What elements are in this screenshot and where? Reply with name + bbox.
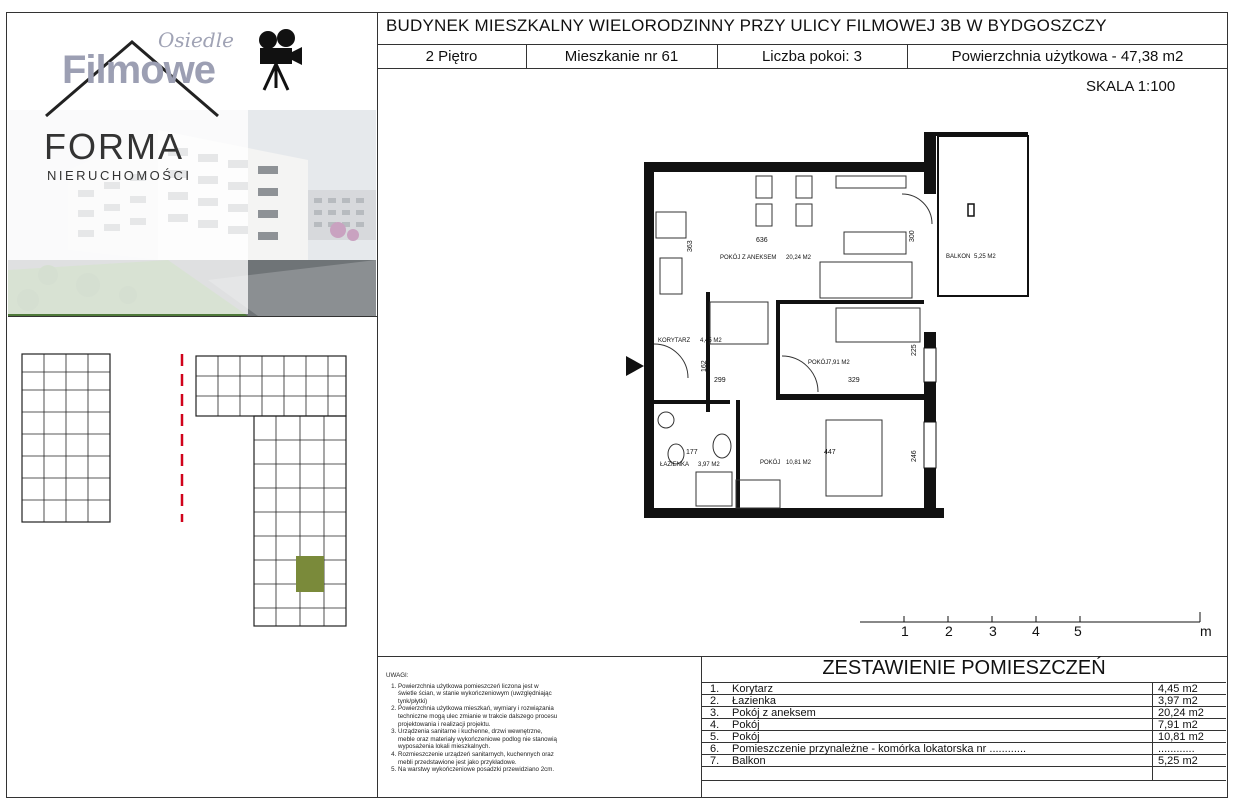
dim-225: 225: [911, 344, 918, 356]
row-name: Korytarz: [732, 683, 773, 695]
note-item: 3. Urządzenia sanitarne i kuchenne, drzwi wewnętrzne, meble oraz materiały wykończeniowe podlog nie stanowią wyposażenia lokali mieszkalnych.: [398, 728, 558, 751]
note-item: 5. Na warstwy wykończeniowe posadzki przewidziano 2cm.: [398, 766, 558, 774]
row-number: 7.: [710, 755, 720, 767]
row-number: 2.: [710, 695, 720, 707]
scale-tick-3: 3: [989, 623, 997, 639]
company-name: FORMA: [44, 126, 184, 167]
label-corridor: KORYTARZ: [658, 338, 691, 344]
apartment-highlight: [296, 556, 324, 592]
row-name: Pokój: [732, 731, 760, 743]
estate-name: Filmowe: [62, 48, 216, 92]
label-corridor-area: 4,45 M2: [700, 338, 722, 344]
note-item: 2. Powierzchnia użytkowa mieszkań, wymiary i rozwiązania techniczne mogą ulec zmianie w trakcie dalszego procesu projektowania i realizacji projektu.: [398, 705, 558, 728]
divider-left: [377, 12, 378, 798]
row-area: ............: [1158, 743, 1195, 755]
company-subtitle: NIERUCHOMOŚCI: [47, 168, 192, 183]
notes-heading: UWAGI:: [386, 672, 409, 679]
table-row: [702, 683, 1226, 695]
row-area: 7,91 m2: [1158, 719, 1198, 731]
floor-label: 2 Piętro: [425, 48, 478, 65]
dim-636: 636: [756, 237, 768, 244]
scale-tick-4: 4: [1032, 623, 1040, 639]
label-balcony-area: 5,25 M2: [974, 254, 996, 260]
divider-title: [377, 44, 1228, 45]
row-number: 6.: [710, 743, 720, 755]
dim-329: 329: [848, 377, 860, 384]
table-row: [702, 707, 1226, 719]
table-row: [702, 731, 1226, 743]
table-row: [702, 719, 1226, 731]
dim-299: 299: [714, 377, 726, 384]
row-number: 3.: [710, 707, 720, 719]
apartment-label: Mieszkanie nr 61: [564, 48, 679, 65]
label-room1: POKÓJ: [808, 360, 829, 366]
dim-177: 177: [686, 449, 698, 456]
row-number: 4.: [710, 719, 720, 731]
rooms-count: Liczba pokoi: 3: [761, 48, 863, 65]
label-bath-area: 3,97 M2: [698, 462, 720, 468]
table-row: [702, 695, 1226, 707]
row-name: Pokój z aneksem: [732, 707, 816, 719]
table-row: [702, 755, 1226, 767]
note-item: 4. Rozmieszczenie urządzeń sanitarnych, kuchennych oraz mebli przedstawione jest jako przykładowe.: [398, 751, 558, 766]
scale-unit: m: [1200, 623, 1212, 639]
estate-script: Osiedle: [158, 28, 234, 52]
building-key-plan: [18, 350, 358, 640]
label-bath: ŁAZIENKA: [660, 462, 690, 468]
label-room2: POKÓJ: [760, 460, 781, 466]
floor-plan: [626, 132, 1036, 524]
label-room1-area: 7,91 M2: [828, 360, 850, 366]
scale-tick-1: 1: [901, 623, 909, 639]
dim-162: 162: [701, 360, 708, 372]
notes-panel: [386, 672, 558, 774]
dim-300: 300: [909, 230, 916, 242]
dim-447: 447: [824, 449, 836, 456]
row-name: Balkon: [732, 755, 766, 767]
row-name: Pomieszczenie przynależne - komórka lokatorska nr ............: [732, 743, 1027, 755]
label-living-area: 20,24 M2: [786, 255, 812, 261]
row-name: Łazienka: [732, 695, 777, 707]
table-row: [702, 743, 1226, 755]
row-area: 4,45 m2: [1158, 683, 1198, 695]
label-living: POKÓJ Z ANEKSEM: [720, 255, 777, 261]
scale-tick-5: 5: [1074, 623, 1082, 639]
row-number: 5.: [710, 731, 720, 743]
table-line: [702, 780, 1226, 781]
row-name: Pokój: [732, 719, 760, 731]
page-title: BUDYNEK MIESZKALNY WIELORODZINNY PRZY ULICY FILMOWEJ 3B W BYDGOSZCZY: [386, 16, 1107, 35]
label-balcony: BALKON: [946, 254, 971, 260]
row-number: 1.: [710, 683, 720, 695]
dim-363: 363: [687, 240, 694, 252]
row-area: 5,25 m2: [1158, 755, 1198, 767]
scale-label: SKALA 1:100: [1086, 78, 1176, 95]
scale-tick-2: 2: [945, 623, 953, 639]
row-area: 3,97 m2: [1158, 695, 1198, 707]
dim-246: 246: [911, 450, 918, 462]
film-camera-icon: [256, 28, 304, 92]
row-area: 20,24 m2: [1158, 707, 1204, 719]
row-area: 10,81 m2: [1158, 731, 1204, 743]
divider-info: [377, 68, 1228, 69]
divider-hero: [8, 316, 377, 317]
label-room2-area: 10,81 M2: [786, 460, 812, 466]
rooms-table-title: ZESTAWIENIE POMIESZCZEŃ: [822, 657, 1106, 679]
usable-area: Powierzchnia użytkowa - 47,38 m2: [951, 48, 1184, 65]
note-item: 1. Powierzchnia użytkowa pomieszczeń liczona jest w świetle ścian, w stanie wykończeniowym (uwzględniając tynk/płytki): [398, 683, 558, 706]
